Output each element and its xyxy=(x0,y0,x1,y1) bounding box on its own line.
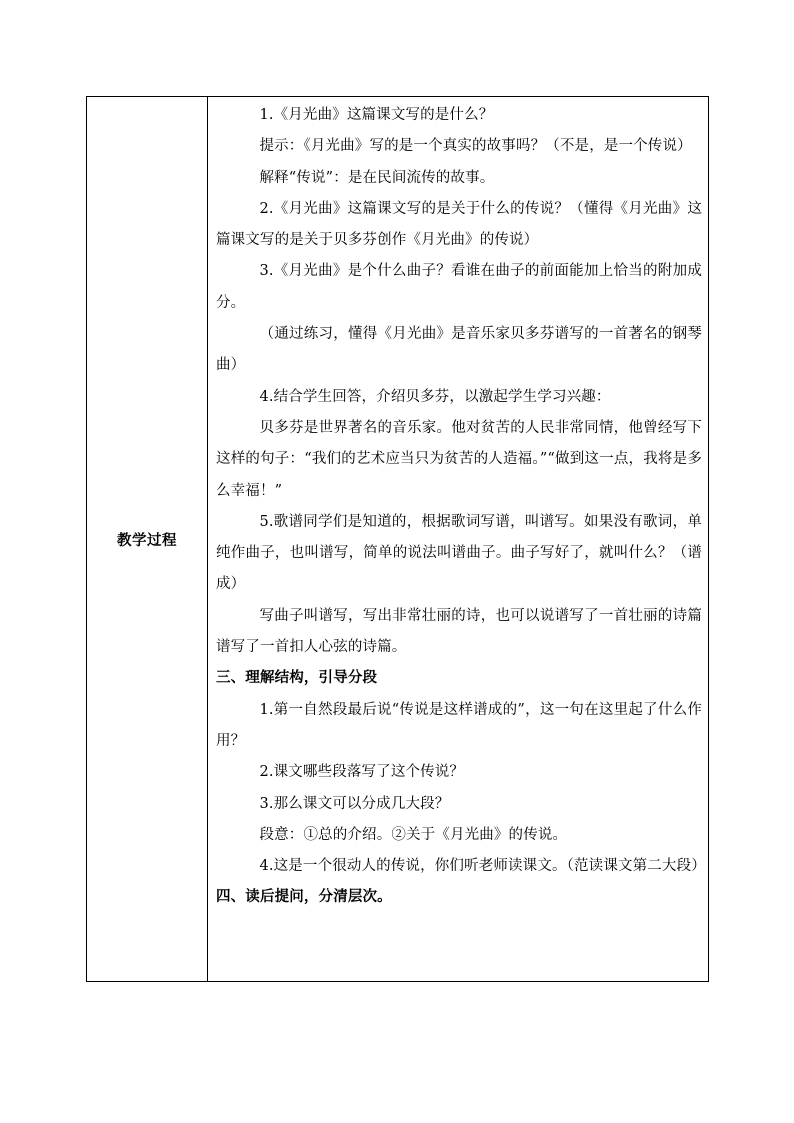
label-cell xyxy=(87,97,208,982)
paragraph: 1.第一自然段最后说“传说是这样谱成的”，这一句在这里起了什么作用？ xyxy=(216,701,702,749)
paragraph: 1.《月光曲》这篇课文写的是什么？ xyxy=(259,107,494,123)
paragraph: 解释“传说”：是在民间流传的故事。 xyxy=(259,169,495,186)
paragraph: 写曲子叫谱写，写出非常壮丽的诗，也可以说谱写了一首壮丽的诗篇谱写了一首扣人心弦的诗篇。 xyxy=(216,607,702,656)
table-row xyxy=(87,97,709,982)
paragraph: 提示：《月光曲》写的是一个真实的故事吗？（不是，是一个传说） xyxy=(259,138,692,155)
paragraph: 2.《月光曲》这篇课文写的是关于什么的传说？（懂得《月光曲》这篇课文写的是关于贝多芬创作《月光曲》的传说） xyxy=(216,200,702,249)
paragraph: 段意：①总的介绍。②关于《月光曲》的传说。 xyxy=(259,826,568,843)
paragraph: 4.这是一个很动人的传说，你们听老师读课文。（范读课文第二大段） xyxy=(259,858,706,875)
lesson-table xyxy=(86,96,709,982)
section-heading: 四、读后提问，分清层次。 xyxy=(216,889,392,906)
content-cell xyxy=(208,97,709,982)
content-body xyxy=(216,100,706,914)
paragraph: 4.结合学生回答，介绍贝多芬，以激起学生学习兴趣： xyxy=(259,388,611,405)
paragraph: 3.那么课文可以分成几大段？ xyxy=(259,795,450,812)
paragraph: 贝多芬是世界著名的音乐家。他对贫苦的人民非常同情，他曾经写下这样的句子：“我们的艺术应当只为贫苦的人造福。”“做到这一点，我将是多么幸福！” xyxy=(216,419,702,499)
section-label: 教学过程 xyxy=(117,532,177,549)
paragraph: 3.《月光曲》是个什么曲子？看谁在曲子的前面能加上恰当的附加成分。 xyxy=(216,263,702,311)
section-heading: 三、理解结构，引导分段 xyxy=(216,670,378,687)
paragraph: 5.歌谱同学们是知道的，根据歌词写谱，叫谱写。如果没有歌词，单纯作曲子，也叫谱写，简单的说法叫谱曲子。曲子写好了，就叫什么？（谱成） xyxy=(216,513,702,593)
paragraph: （通过练习，懂得《月光曲》是音乐家贝多芬谱写的一首著名的钢琴曲） xyxy=(216,326,702,374)
paragraph: 2.课文哪些段落写了这个传说？ xyxy=(259,764,465,781)
